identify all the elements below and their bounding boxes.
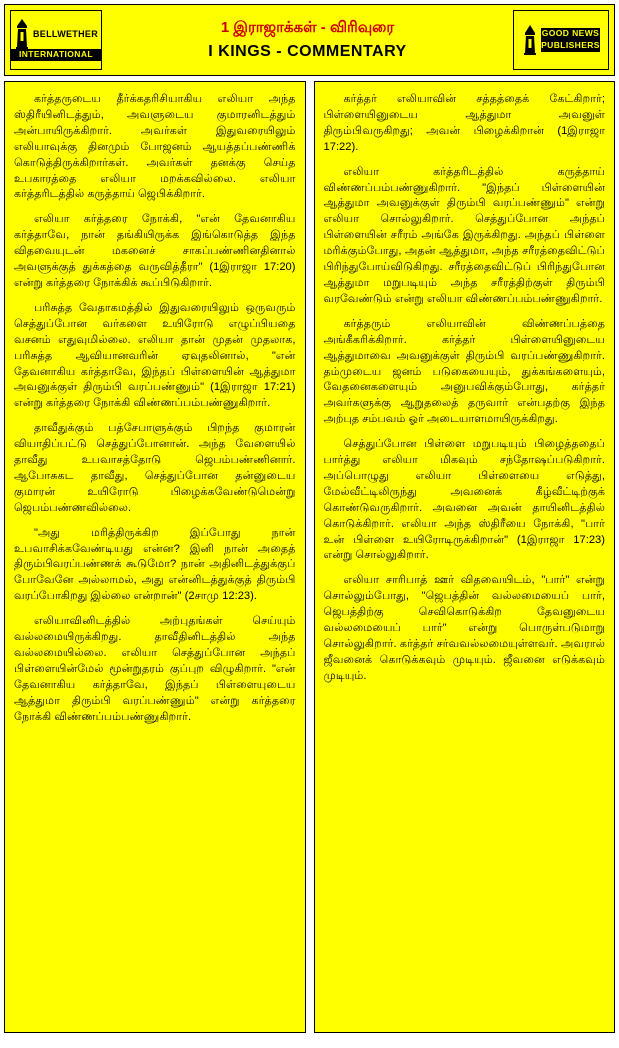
title-tamil: 1 இராஜாக்கள் - விரிவுரை <box>220 18 395 36</box>
body-columns <box>4 81 615 1033</box>
paragraph: கர்த்தர் எலியாவின் சத்தத்தைக் கேட்கிறார்; பிள்ளையினுடைய ஆத்துமா அவனுள் திரும்பிவருகிறது; அவன் பிழைக்கிறான் (1இராஜா 17:22). <box>323 93 605 153</box>
right-column <box>314 81 616 1033</box>
paragraph: எலியா சாரிபாத் ஊர் விதவையிடம், "பார்" என்று சொல்லும்போது, "ஜெபத்தின் வல்லமையைப் பார், ஜெபத்திற்கு செவிகொடுக்கிற தேவனுடைய வல்லமையைப் பார்" என்று பொருள்படுமாறு சொல்லுகிறார். கர்த்தர் சர்வவல்லமையுள்ளவர். அவரால் ஜீவனைக் கொடுக்கவும் முடியும். ஜீவனை எடுக்கவும் முடியும். <box>323 574 605 682</box>
good-news-logo-text <box>541 28 600 52</box>
bellwether-logo-line1: BELLWETHER <box>33 29 98 40</box>
paragraph: எலியா கர்த்தரை நோக்கி, "என் தேவனாகிய கர்த்தாவே, நான் தங்கியிருக்க இங்கொடுத்த இந்த விதவையுடன் மகனைச் சாகப்பண்ணினதினால் அவளுக்குத் துக்கத்தை வருவித்தீரா" (1இராஜா 17:20) என்று கர்த்தரை நோக்கிக் கூப்பிடுகிறார். <box>14 213 296 289</box>
paragraph: பரிசுத்த வேதாகமத்தில் இதுவரையிலும் ஒருவரும் செத்துப்போன வர்களை உயிரோடு எழுப்பியதை வசனம் எதுவுமில்லை. எலியா தான் முதன் முதலாக, பரிசுத்த ஆவியானவரின் ஏவுதலினால், "என் தேவனாகிய கர்த்தாவே, இந்தப் பிள்ளையின் ஆத்துமா அவனுக்குள் திரும்பி வரப்பண்ணும்" (1இராஜா 17:21) என்று கர்த்தரை நோக்கி விண்ணப்பம்பண்ணுகிறார். <box>14 301 296 410</box>
paragraph: செத்துப்போன பிள்ளை மறுபடியும் பிழைத்ததைப் பார்த்து எலியா மிகவும் சந்தோஷப்படுகிறார். அப்பொழுது எலியா பிள்ளையை எடுத்து, மேல்வீட்டிலிருந்து அவனைக் கீழ்வீட்டிற்குக் கொண்டுவருகிறார். அவனை அவன் தாயினிடத்தில் கொடுக்கிறார். எலியா அந்த ஸ்திரீயை நோக்கி, "பார் உன் பிள்ளை உயிரோடிருக்கிறான்" (1இராஜா 17:23) என்று சொல்லுகிறார். <box>323 438 605 562</box>
paragraph: தாவீதுக்கும் பத்சேபாளுக்கும் பிறந்த குமாரன் வியாதிப்பட்டு செத்துப்போனான். அந்த வேளையில் தாவீது உபவாசத்தோடு ஜெபம்பண்ணினார். ஆபோசுகட தாவீது, செத்துப்போன தன்னுடைய குமாரன் உயிரோடு பிழைக்கவேண்டுமென்று ஜெபம்பண்ணவில்லை. <box>14 422 296 514</box>
church-tower-icon <box>522 25 538 55</box>
paragraph: கர்த்தருடைய தீர்க்கதரிசியாகிய எலியா அந்த ஸ்திரீயினிடத்தும், அவளுடைய குமாரனிடத்தும் அன்பாயிருக்கிறார். அவர்கள் இதுவரையிலும் எலியாவுக்கு தினமும் போஜனம் ஆயத்தப்பண்ணிக் கொடுத்திருக்கிறார்கள். அவர்கள் தனக்கு செய்த உபகாரத்தை எலியா மறக்கவில்லை. எலியா கர்த்தரிடத்தில் கருத்தாய் ஜெபிக்கிறார். <box>14 93 296 201</box>
paragraph: கர்த்தரும் எலியாவின் விண்ணப்பத்தை அங்கீகரிக்கிறார். கர்த்தர் பிள்ளையினுடைய ஆத்துமாவை அவனுக்குள் திரும்பி வரப்பண்ணுகிறார். தம்முடைய ஜனம் படுகையையும், துக்கங்களையும், வேதனைகளையும் அனுபவிக்கும்போது, கர்த்தர் அவர்களுக்கு ஆறுதலைத் தருவார் என்பதற்கு இந்த அற்புத சம்பவம் ஓர் அடையாளமாயிருக்கிறது. <box>323 317 605 426</box>
page-title <box>107 5 508 75</box>
paragraph: எலியாவினிடத்தில் அற்புதங்கள் செய்யும் வல்லமையிருக்கிறது. தாவீதினிடத்தில் அந்த வல்லமையில்லை. எலியா செத்துப்போன அந்தப் பிள்ளையின்மேல் மூன்றுதரம் குப்புற விழுகிறார். "என் தேவனாகிய கர்த்தாவே, இந்தப் பிள்ளையுடைய ஆத்துமா திரும்பி வரப்பண்ணும்" என்று கர்த்தரை நோக்கி விண்ணப்பம்பண்ணுகிறார். <box>14 615 296 723</box>
bellwether-logo-line2: INTERNATIONAL <box>11 49 101 61</box>
paragraph: எலியா கர்த்தரிடத்தில் கருத்தாய் விண்ணப்பம்பண்ணுகிறார். "இந்தப் பிள்ளையின் ஆத்துமா அவனுக்குள் திரும்பி வரப்பண்ணும்" என்று எலியா சொல்லுகிறார். செத்துப்போன அந்தப் பிள்ளையின் சரீரம் அங்கே இருக்கிறது. அந்தப் பிள்ளை மரிக்கும்போது, அதன் ஆத்துமா, அந்த சரீரத்தைவிட்டுப் பிரிந்துபோய்விடுகிறது. சரீரத்தைவிட்டுப் பிரிந்துபோன ஆத்துமா மறுபடியும் அந்த சரீரத்திற்குள் திரும்பி வரவேண்டும் என்று எலியா விண்ணப்பம்பண்ணுகிறார். <box>323 165 605 305</box>
logo-row-left <box>11 19 101 49</box>
bellwether-international-logo <box>10 10 102 70</box>
good-news-logo-line2: PUBLISHERS <box>541 40 600 50</box>
logo-row-right <box>514 25 608 55</box>
good-news-logo-line1: GOOD NEWS <box>541 28 600 39</box>
document-page <box>0 4 619 1048</box>
title-english: I KINGS - COMMENTARY <box>208 43 407 61</box>
bell-tower-icon <box>14 19 30 49</box>
page-header <box>4 4 615 76</box>
good-news-publishers-logo <box>513 10 609 70</box>
left-column <box>4 81 306 1033</box>
paragraph: "அது மரித்திருக்கிற இப்போது நான் உபவாசிக்கவேண்டியது என்ன? இனி நான் அதைத் திரும்பிவரப்பண்ணக் கூடுமோ? நான் அதினிடத்துக்குப் போவேனே அல்லாமல், அது என்னிடத்துக்குத் திரும்பி வரப்போகிறது இல்லை என்றான்" (2சாமு 12:23). <box>14 526 296 603</box>
